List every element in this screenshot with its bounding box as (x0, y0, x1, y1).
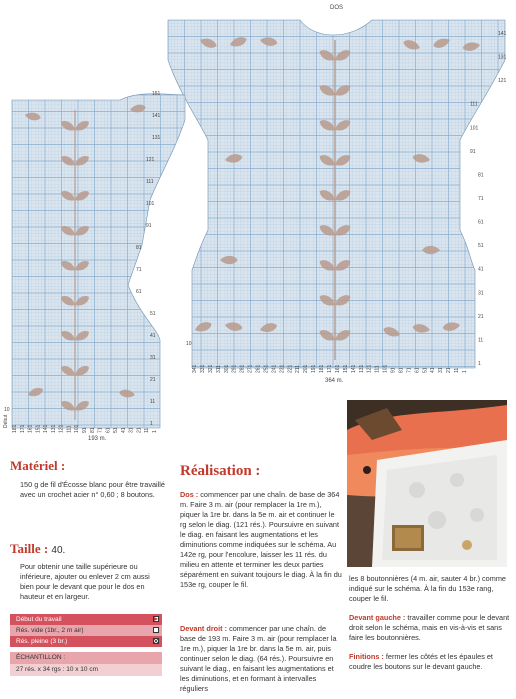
back-col-label: 251 (263, 364, 270, 373)
back-col-label: 281 (239, 364, 246, 373)
legend-row-start (10, 614, 162, 625)
front-col-label: 11 (144, 427, 151, 433)
back-col-label: 161 (334, 364, 341, 373)
front-col-label: 21 (136, 427, 143, 433)
back-panel (168, 20, 505, 368)
front-row-label: 111 (146, 179, 154, 185)
legend-row-echantillon-title (10, 652, 162, 664)
back-col-label: 71 (406, 367, 413, 373)
devant-gauche-text: travailler comme pour le devant droit selon le schéma, mais en vis-à-vis et sans faire les boutonnières. (349, 613, 510, 642)
front-col-label: 61 (105, 427, 112, 433)
back-row-label: 1 (478, 361, 481, 367)
front-col-label: 51 (113, 427, 120, 433)
back-col-label: 31 (438, 367, 445, 373)
front-col-label: 31 (128, 427, 135, 433)
back-col-label: 301 (223, 364, 230, 373)
back-col-label: 61 (414, 367, 421, 373)
back-col-label: 101 (382, 364, 389, 373)
back-row-label: 61 (478, 219, 484, 226)
front-col-label: 151 (35, 424, 42, 433)
front-row-label: 1 (150, 421, 153, 427)
devant-droit-instructions (180, 624, 343, 694)
front-start-label: Début (3, 414, 9, 428)
back-col-label: 21 (446, 367, 453, 373)
back-row-label: 41 (478, 266, 484, 273)
back-row-label: 11 (478, 337, 484, 344)
col3-continuation: les 8 boutonnières (4 m. air, sauter 4 br.) comme indiqué sur le schéma. À la fin du 153e rang, couper le fil. (349, 574, 506, 603)
front-col-label: 181 (12, 424, 18, 433)
back-col-label: 11 (454, 367, 461, 373)
legend-empty-label: Rés. vide (1br., 2 m air) (16, 627, 84, 634)
front-col-label: 121 (58, 424, 65, 433)
back-col-label: 151 (342, 364, 349, 373)
back-col-label: 171 (327, 364, 333, 373)
back-col-label: 311 (215, 365, 222, 373)
front-col-label: 1 (152, 430, 158, 433)
photo-illustration (347, 400, 507, 567)
back-col-label: 221 (287, 364, 294, 373)
materiel-title: Matériel : (10, 458, 66, 473)
front-row-label: 61 (136, 289, 142, 295)
front-col-label: 91 (82, 427, 88, 433)
back-col-label: 231 (279, 364, 286, 373)
dos-label: DOS (330, 5, 344, 11)
back-col-label: 261 (255, 364, 262, 373)
legend-start-label: Début du travail (16, 616, 62, 623)
front-row-label: 151 (152, 91, 161, 97)
back-col-label: 121 (366, 364, 373, 373)
back-col-label: 181 (319, 364, 326, 373)
front-row-label-left: 10 (4, 407, 10, 413)
back-col-label: 131 (358, 364, 365, 373)
back-row-label: 91 (470, 148, 476, 155)
back-col-label: 341 (192, 364, 198, 373)
back-row-label: 81 (478, 172, 484, 179)
taille-title (10, 541, 65, 557)
devant-droit-label: Devant droit : (180, 624, 228, 633)
front-row-label: 81 (136, 245, 142, 251)
back-col-label: 51 (422, 367, 429, 373)
front-row-label: 41 (150, 333, 156, 339)
materiel-text: 150 g de fil d'Écosse blanc pour être travaillé avec un crochet acier n° 0,60 ; 8 boutons. (20, 480, 165, 499)
finitions-instructions (349, 652, 511, 672)
back-row-label: 101 (470, 125, 479, 132)
back-col-label: 241 (271, 364, 278, 373)
back-row-label-left: 10 (186, 341, 192, 347)
cross-square-icon (153, 638, 159, 644)
back-row-label: 51 (478, 243, 484, 250)
legend-row-empty (10, 625, 162, 636)
front-width-label: 193 m. (88, 436, 107, 442)
back-col-label: 321 (207, 364, 214, 373)
back-col-label: 331 (199, 364, 206, 373)
legend-row-full (10, 636, 162, 647)
back-row-label: 141 (498, 31, 507, 37)
devant-gauche-instructions (349, 613, 511, 643)
back-col-label: 211 (295, 365, 302, 373)
dos-width-label: 364 m. (325, 378, 344, 384)
back-row-label: 21 (478, 313, 484, 320)
back-col-label: 1 (462, 370, 468, 373)
back-col-label: 81 (398, 367, 405, 373)
front-col-label: 131 (50, 424, 57, 433)
back-row-label: 71 (478, 196, 484, 202)
back-row-label: 121 (498, 78, 507, 85)
echantillon-text: 27 rés. x 34 rgs : 10 x 10 cm (16, 666, 99, 673)
dos-instructions (180, 490, 343, 590)
legend-row-echantillon-text (10, 664, 162, 676)
finitions-label: Finitions : (349, 652, 384, 661)
photo-blouse-detail (347, 400, 507, 567)
front-col-label: 171 (19, 424, 26, 433)
arrow-icon (153, 616, 159, 622)
back-col-label: 191 (311, 364, 318, 373)
front-col-label: 161 (27, 424, 34, 433)
front-col-label: 111 (66, 425, 73, 433)
front-row-label: 101 (146, 201, 155, 207)
back-col-label: 141 (350, 364, 357, 373)
front-col-label: 81 (89, 427, 96, 433)
front-row-label: 11 (150, 399, 156, 405)
front-col-label: 71 (97, 427, 104, 433)
empty-square-icon (153, 627, 159, 633)
echantillon-title: ÉCHANTILLON : (16, 654, 66, 661)
dos-text: commencer par une chaîn. de base de 364 m. Faire 3 m. air (pour remplacer la 1re m.), piquer la 1re br. dans la 5e m. air et continuer le rg selon le diag. (121 rés.). Poursuivre en suivant le diag. en faisant les augmentations et les diminutions comme indiquées sur le schéma. Au 142e rg, pour l'encolure, laisser les 11 rés. du milieu en attente et terminer les deux parties séparément en suivant toujours le diag. À la fin du 153e rg, couper le fil. (180, 490, 342, 589)
front-row-label: 91 (146, 223, 152, 229)
finitions-text: fermer les côtés et les épaules et coudre les boutons sur le devant gauche. (349, 652, 493, 671)
legend-full-label: Rés. pleine (3 br.) (16, 638, 68, 645)
taille-title-text: Taille : (10, 541, 49, 556)
front-row-label: 31 (150, 355, 156, 361)
devant-droit-text: commencer par une chaîn. de base de 193 m. Faire 3 m. air (pour remplacer la 1re m.), piquer la 1re br. dans la 5e m. air, puis continuer selon le diag. (64 rés.). Poursuivre en suivant le diag., en faisant les augmentations et les diminutions, et en formant à intervalles réguliers (180, 624, 337, 693)
dos-label-inline: Dos : (180, 490, 199, 499)
front-col-label: 141 (43, 424, 50, 433)
taille-value: 40. (51, 545, 66, 556)
front-row-label: 71 (136, 267, 142, 273)
taille-text: Pour obtenir une taille supérieure ou inférieure, ajouter ou enlever 2 cm aussi bien pour le devant que pour le dos en hauteur et en largeur. (20, 562, 150, 601)
back-col-label: 111 (374, 365, 381, 373)
back-col-label: 201 (303, 364, 310, 373)
back-col-label: 41 (430, 367, 437, 373)
back-row-label: 131 (498, 54, 507, 61)
front-row-label: 121 (146, 157, 155, 163)
back-row-label: 111 (470, 101, 478, 108)
front-row-label: 131 (152, 135, 161, 141)
devant-gauche-label: Devant gauche : (349, 613, 406, 622)
front-panel (12, 94, 185, 428)
front-row-label: 141 (152, 113, 161, 119)
front-col-label: 41 (120, 427, 127, 433)
back-col-label: 291 (231, 364, 238, 373)
front-row-label: 21 (150, 377, 156, 383)
back-col-label: 91 (390, 367, 397, 373)
realisation-title: Réalisation : (180, 463, 261, 479)
back-col-label: 271 (247, 364, 254, 373)
back-row-label: 31 (478, 290, 484, 297)
front-col-label: 101 (74, 424, 81, 433)
front-row-label: 51 (150, 311, 156, 317)
